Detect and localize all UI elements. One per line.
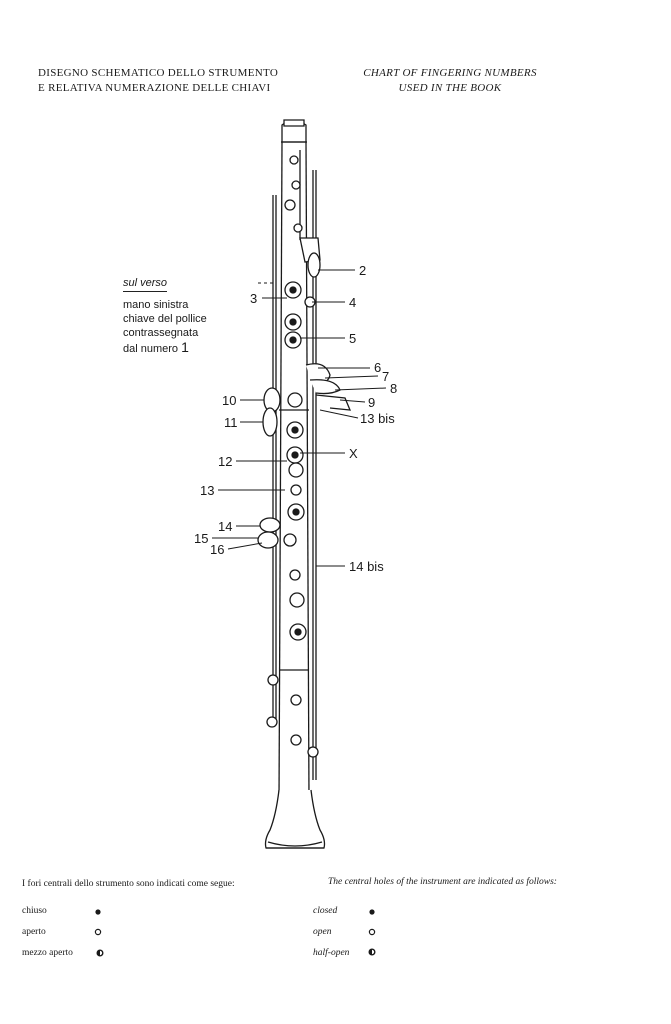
thumb-note-number: 1 xyxy=(181,339,189,355)
english-legend-intro: The central holes of the instrument are indicated as follows: xyxy=(328,877,557,887)
italian-legend-intro: I fori centrali dello strumento sono indicati come segue: xyxy=(22,879,235,889)
key-label-14-bis: 14 bis xyxy=(349,559,384,574)
closed-dot-icon xyxy=(95,909,100,914)
key-label-13-bis: 13 bis xyxy=(360,411,395,426)
thumb-note-line3: contrassegnata xyxy=(123,327,199,339)
key-label-14: 14 xyxy=(218,519,233,534)
key-label-7: 7 xyxy=(382,369,390,384)
key-label-6: 6 xyxy=(374,360,382,375)
legend-it-half-open: mezzo aperto xyxy=(22,948,73,958)
key-label-4: 4 xyxy=(349,295,357,310)
key-label-9: 9 xyxy=(368,395,376,410)
italian-header-line2: E RELATIVA NUMERAZIONE DELLE CHIAVI xyxy=(38,82,271,94)
thumb-note-line4-text: dal numero xyxy=(123,343,179,355)
legend-en-open: open xyxy=(313,927,332,937)
key-label-12: 12 xyxy=(218,454,233,469)
thumb-note-line1: mano sinistra xyxy=(123,299,189,311)
key-label-11: 11 xyxy=(224,415,238,430)
open-circle-icon-en xyxy=(369,929,374,934)
legend-it-open: aperto xyxy=(22,927,46,937)
key-label-5: 5 xyxy=(349,331,357,346)
half-open-circle-icon xyxy=(97,950,103,956)
key-label-2: 2 xyxy=(359,263,367,278)
legend-en-closed: closed xyxy=(313,906,338,916)
thumb-note-title: sul verso xyxy=(123,276,167,292)
thumb-note-line2: chiave del pollice xyxy=(123,313,207,325)
open-circle-icon xyxy=(95,929,100,934)
half-open-circle-icon-en xyxy=(369,949,375,955)
key-label-8: 8 xyxy=(390,381,398,396)
closed-dot-icon-en xyxy=(369,909,374,914)
key-label-13: 13 xyxy=(200,483,215,498)
key-label-3: 3 xyxy=(250,291,258,306)
english-header-line1: CHART OF FINGERING NUMBERS xyxy=(363,67,537,79)
key-label-15: 15 xyxy=(194,531,209,546)
legend-it-closed: chiuso xyxy=(22,906,47,916)
english-header-line2: USED IN THE BOOK xyxy=(398,82,502,94)
legend-en-half-open: half-open xyxy=(313,948,350,958)
key-label-16: 16 xyxy=(210,542,225,557)
italian-header-line1: DISEGNO SCHEMATICO DELLO STRUMENTO xyxy=(38,67,279,79)
key-label-10: 10 xyxy=(222,393,237,408)
key-label-x: X xyxy=(349,446,358,461)
